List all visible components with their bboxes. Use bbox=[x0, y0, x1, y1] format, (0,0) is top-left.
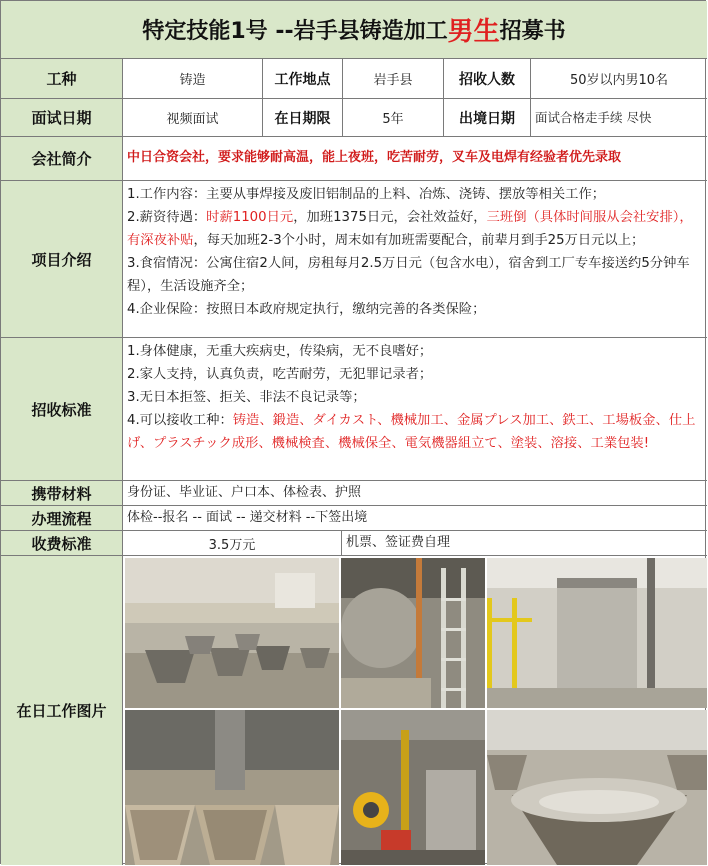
photo-furnace-ladder bbox=[341, 558, 485, 708]
job-type-label: 工种 bbox=[1, 59, 123, 98]
info-row-1 bbox=[1, 59, 707, 99]
standards-line-1: 1.身体健康，无重大疾病史，传染病，无不良嗜好； bbox=[127, 344, 433, 359]
location-value: 岩手县 bbox=[343, 59, 444, 98]
info-row-2 bbox=[1, 99, 707, 137]
materials-value: 身份证、毕业证、户口本、体检表、护照 bbox=[127, 484, 362, 500]
photos-label: 在日工作图片 bbox=[1, 556, 123, 865]
process-row bbox=[1, 506, 707, 531]
standards-line-3: 3.无日本拒签、拒关、非法不良记录等； bbox=[127, 390, 366, 405]
company-text: 中日合资会社，要求能够耐高温，能上夜班，吃苦耐劳，叉车及电焊有经验者优先录取 bbox=[127, 150, 622, 166]
project-line-1: 1.工作内容：主要从事焊接及废旧铝制品的上料、冶炼、浇铸、摆放等相关工作； bbox=[127, 187, 606, 202]
interview-label: 面试日期 bbox=[1, 99, 123, 136]
fee-row bbox=[1, 531, 707, 556]
company-label: 会社简介 bbox=[1, 137, 123, 180]
photo-equipment bbox=[341, 710, 485, 865]
fee-value: 3.5万元 bbox=[123, 531, 342, 555]
title-prefix: 特定技能1号 --岩手县铸造加工 bbox=[142, 19, 448, 44]
project-line-3: 3.食宿情况：公寓住宿2人间，房租每月2.5万日元（包含水电），宿舍到工厂专车接送约5分钟车程），生活设施齐全； bbox=[127, 256, 690, 294]
photos-row bbox=[1, 556, 707, 865]
project-row bbox=[1, 181, 707, 338]
standards-line-2: 2.家人支持，认真负责，吃苦耐劳，无犯罪记录者； bbox=[127, 367, 433, 382]
project-label: 项目介绍 bbox=[1, 181, 123, 337]
departure-label: 出境日期 bbox=[444, 99, 531, 136]
photo-metal-pot bbox=[487, 710, 707, 865]
term-label: 在日期限 bbox=[263, 99, 343, 136]
job-type-value: 铸造 bbox=[123, 59, 263, 98]
headcount-value: 50岁以内男10名 bbox=[569, 73, 669, 88]
process-label: 办理流程 bbox=[1, 506, 123, 530]
company-row bbox=[1, 137, 707, 181]
title-highlight: 男生 bbox=[447, 17, 500, 47]
standards-line-4: 4.可以接收工种：铸造、鍛造、ダイカスト、機械加工、金属プレス加工、鉄工、工場板金、仕上げ、プラスチック成形、機械検査、機械保全、電気機器組立て、塗装、溶接、工業包装! bbox=[127, 413, 696, 451]
fee-note: 机票、签证费自理 bbox=[346, 534, 451, 550]
project-content bbox=[123, 181, 707, 337]
title-suffix: 招募书 bbox=[499, 19, 566, 44]
page-title bbox=[1, 1, 707, 59]
term-value: 5年 bbox=[343, 99, 444, 136]
photo-factory-floor bbox=[125, 558, 339, 708]
project-line-2: 2.薪资待遇：时薪1100日元，加班1375日元，会社效益好，三班倒（具体时间服从会社安排），有深夜补贴，每天加班2-3个小时，周末如有加班需要配合，前辈月到手25万日元以上； bbox=[127, 210, 693, 248]
departure-value: 面试合格走手续 尽快 bbox=[535, 109, 652, 125]
interview-value: 视频面试 bbox=[123, 99, 263, 136]
headcount-label: 招收人数 bbox=[444, 59, 531, 98]
location-label: 工作地点 bbox=[263, 59, 343, 98]
standards-row bbox=[1, 338, 707, 481]
photo-casting-pots bbox=[125, 710, 339, 865]
standards-content bbox=[123, 338, 707, 480]
standards-label: 招收标准 bbox=[1, 338, 123, 480]
process-value: 体检--报名 -- 面试 -- 递交材料 --下签出境 bbox=[127, 509, 368, 525]
materials-row bbox=[1, 481, 707, 506]
fee-label: 收费标准 bbox=[1, 531, 123, 555]
photo-furnace-platform bbox=[487, 558, 707, 708]
materials-label: 携带材料 bbox=[1, 481, 123, 505]
project-line-4: 4.企业保险：按照日本政府规定执行，缴纳完善的各类保险； bbox=[127, 302, 486, 317]
